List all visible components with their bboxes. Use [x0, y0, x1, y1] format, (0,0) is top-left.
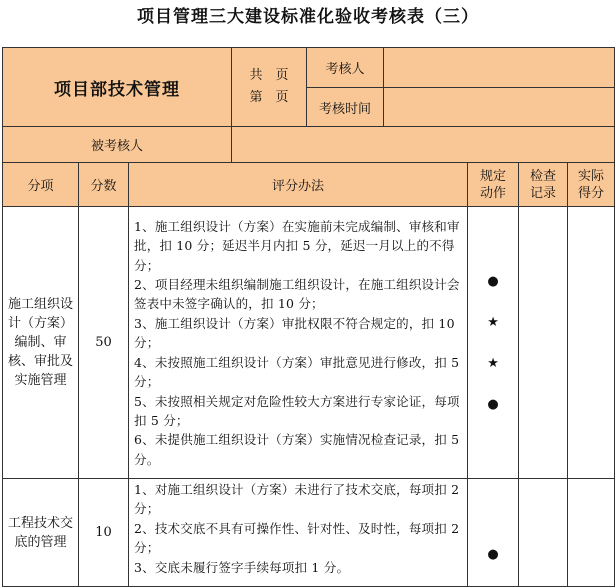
criterion: 3、施工组织设计（方案）审批权限不符合规定的，扣 10 分；	[134, 315, 455, 351]
col-method: 评分办法	[129, 163, 468, 207]
actual-score-cell[interactable]	[568, 479, 615, 587]
col-required-action-line1: 规定	[480, 168, 507, 184]
criterion: 2、技术交底不具有可操作性、针对性、及时性，每项扣 2 分；	[134, 520, 460, 556]
assessor-label: 考核人	[307, 48, 384, 88]
check-record-cell[interactable]	[519, 479, 568, 587]
criterion: 1、施工组织设计（方案）在实施前未完成编制、审核和审批，扣 10 分；延迟半月内扣 5 分，延迟一月以上的不得分；	[134, 218, 460, 273]
criterion: 6、未提供施工组织设计（方案）实施情况检查记录，扣 5 分。	[134, 432, 460, 467]
row-score: 50	[79, 207, 129, 479]
criterion: 3、交底未履行签字手续每项扣 1 分。	[134, 559, 350, 575]
row-item: 施工组织设计（方案）编制、审核、审批及实施管理	[3, 207, 79, 479]
col-item: 分项	[3, 163, 79, 207]
criterion: 1、对施工组织设计（方案）未进行了技术交底，每项扣 2 分；	[134, 482, 460, 517]
assessment-table	[2, 47, 615, 587]
table-row	[3, 207, 615, 479]
required-mark: ●	[487, 273, 499, 289]
col-check-record-line1: 检查	[530, 168, 557, 184]
required-mark: ●	[487, 396, 499, 412]
table-row	[3, 479, 615, 587]
assessee-label: 被考核人	[3, 127, 232, 163]
assessor-field[interactable]	[384, 48, 615, 88]
col-required-action	[468, 163, 519, 207]
page-title: 项目管理三大建设标准化验收考核表（三）	[137, 7, 479, 27]
required-mark: ★	[487, 355, 499, 371]
row-score: 10	[79, 479, 129, 587]
page-number-label: 第 页	[249, 90, 289, 105]
col-required-action-line2: 动作	[480, 185, 507, 201]
row-item: 工程技术交底的管理	[3, 479, 79, 587]
required-action-marks	[468, 479, 519, 587]
total-pages-label: 共 页	[249, 68, 289, 83]
col-actual-score-line1: 实际	[578, 168, 605, 184]
criterion: 5、未按照相关规定对危险性较大方案进行专家论证，每项扣 5 分；	[134, 393, 460, 428]
assess-time-field[interactable]	[384, 88, 615, 127]
actual-score-cell[interactable]	[568, 207, 615, 479]
row-criteria	[129, 479, 468, 587]
col-check-record	[519, 163, 568, 207]
col-actual-score-line2: 得分	[578, 185, 605, 201]
project-section-title: 项目部技术管理	[3, 48, 232, 127]
page-count-cell	[232, 48, 307, 127]
required-mark: ●	[487, 547, 499, 562]
required-action-marks	[468, 207, 519, 479]
criterion: 2、项目经理未组织编制施工组织设计，在施工组织设计会签表中未签字确认的，扣 10 分；	[134, 277, 460, 312]
check-record-cell[interactable]	[519, 207, 568, 479]
criterion: 4、未按照施工组织设计（方案）审批意见进行修改，扣 5 分；	[134, 354, 460, 390]
required-mark: ★	[487, 314, 499, 330]
assess-time-label: 考核时间	[307, 88, 384, 127]
col-actual-score	[568, 163, 615, 207]
col-score: 分数	[79, 163, 129, 207]
col-check-record-line2: 记录	[530, 185, 557, 201]
assessee-field[interactable]	[232, 127, 615, 163]
row-criteria	[129, 207, 468, 479]
